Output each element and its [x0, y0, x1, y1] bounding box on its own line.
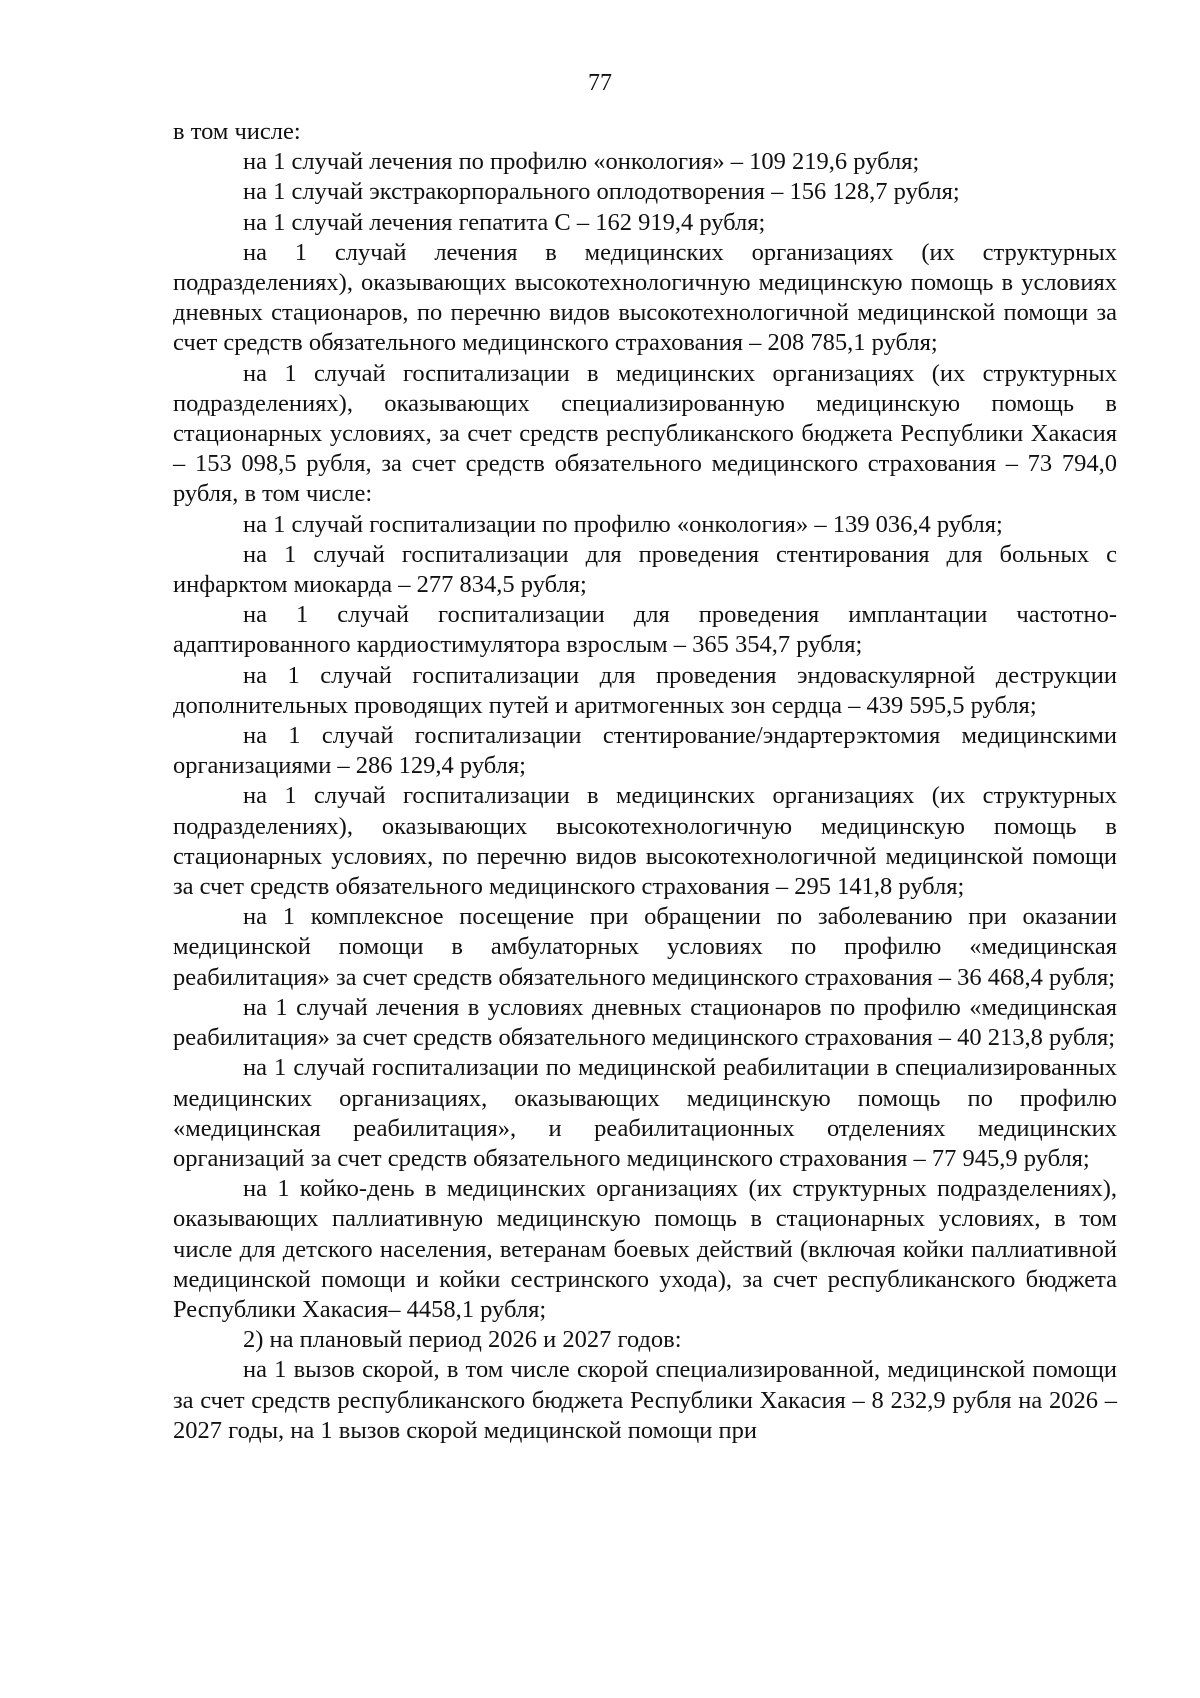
document-body	[173, 117, 1117, 1446]
paragraph: на 1 случай госпитализации по медицинской реабилитации в специализированных медицинских организациях, оказывающих медицинскую помощь по профилю «медицинская реабилитация», и реабилитационных отделениях медицинских организаций за счет средств обязательного медицинского страхования – 77 945,9 рубля;	[173, 1054, 1117, 1172]
paragraph: 2) на плановый период 2026 и 2027 годов:	[243, 1326, 682, 1354]
paragraph: на 1 случай госпитализации для проведения стентирования для больных с инфарктом миокарда – 277 834,5 рубля;	[173, 540, 1117, 599]
paragraph: на 1 случай госпитализации стентирование/эндартерэктомия медицинскими организациями – 286 129,4 рубля;	[173, 722, 1117, 780]
paragraph: на 1 вызов скорой, в том числе скорой специализированной, медицинской помощи за счет средств республиканского бюджета Республики Хакасия – 8 232,9 рубля на 2026 – 2027 годы, на 1 вызов скорой медицинской помощи при	[173, 1356, 1117, 1444]
paragraph: на 1 случай лечения в медицинских организациях (их структурных подразделениях), оказывающих высокотехнологичную медицинскую помощь в условиях дневных стационаров, по перечню видов высокотехнологичной медицинской помощи за счет средств обязательного медицинского страхования – 208 785,1 рубля;	[173, 238, 1117, 357]
paragraph: на 1 случай лечения гепатита С – 162 919,4 рубля;	[243, 208, 766, 236]
paragraph: на 1 случай лечения по профилю «онкология» – 109 219,6 рубля;	[243, 148, 920, 176]
paragraph: на 1 случай госпитализации для проведения эндоваскулярной деструкции дополнительных проводящих путей и аритмогенных зон сердца – 439 595,5 рубля;	[173, 661, 1117, 719]
paragraph: на 1 случай лечения в условиях дневных стационаров по профилю «медицинская реабилитация» за счет средств обязательного медицинского страхования – 40 213,8 рубля;	[173, 993, 1117, 1052]
paragraph: на 1 случай госпитализации по профилю «онкология» – 139 036,4 рубля;	[243, 510, 1003, 538]
page-number: 77	[588, 70, 612, 96]
paragraph: на 1 случай экстракорпорального оплодотворения – 156 128,7 рубля;	[243, 178, 960, 206]
paragraph: на 1 случай госпитализации в медицинских организациях (их структурных подразделениях), оказывающих высокотехнологичную медицинскую помощь в стационарных условиях, по перечню видов высокотехнологичной медицинской помощи за счет средств обязательного медицинского страхования – 295 141,8 рубля;	[173, 782, 1117, 901]
paragraph: на 1 койко-день в медицинских организациях (их структурных подразделениях), оказывающих паллиативную медицинскую помощь в стационарных условиях, в том числе для детского населения, ветеранам боевых действий (включая койки паллиативной медицинской помощи и койки сестринского ухода), за счет республиканского бюджета Республики Хакасия– 4458,1 рубля;	[173, 1175, 1117, 1323]
paragraph: на 1 случай госпитализации в медицинских организациях (их структурных подразделениях), оказывающих специализированную медицинскую помощь в стационарных условиях, за счет средств республиканского бюджета Республики Хакасия – 153 098,5 рубля, за счет средств обязательного медицинского страхования – 73 794,0 рубля, в том числе:	[173, 359, 1117, 508]
paragraph-intro: в том числе:	[173, 118, 301, 145]
paragraph: на 1 случай госпитализации для проведения имплантации частотно-адаптированного кардиостимулятора взрослым – 365 354,7 рубля;	[173, 601, 1117, 659]
paragraph: на 1 комплексное посещение при обращении по заболеванию при оказании медицинской помощи в амбулаторных условиях по профилю «медицинская реабилитация» за счет средств обязательного медицинского страхования – 36 468,4 рубля;	[173, 903, 1117, 991]
